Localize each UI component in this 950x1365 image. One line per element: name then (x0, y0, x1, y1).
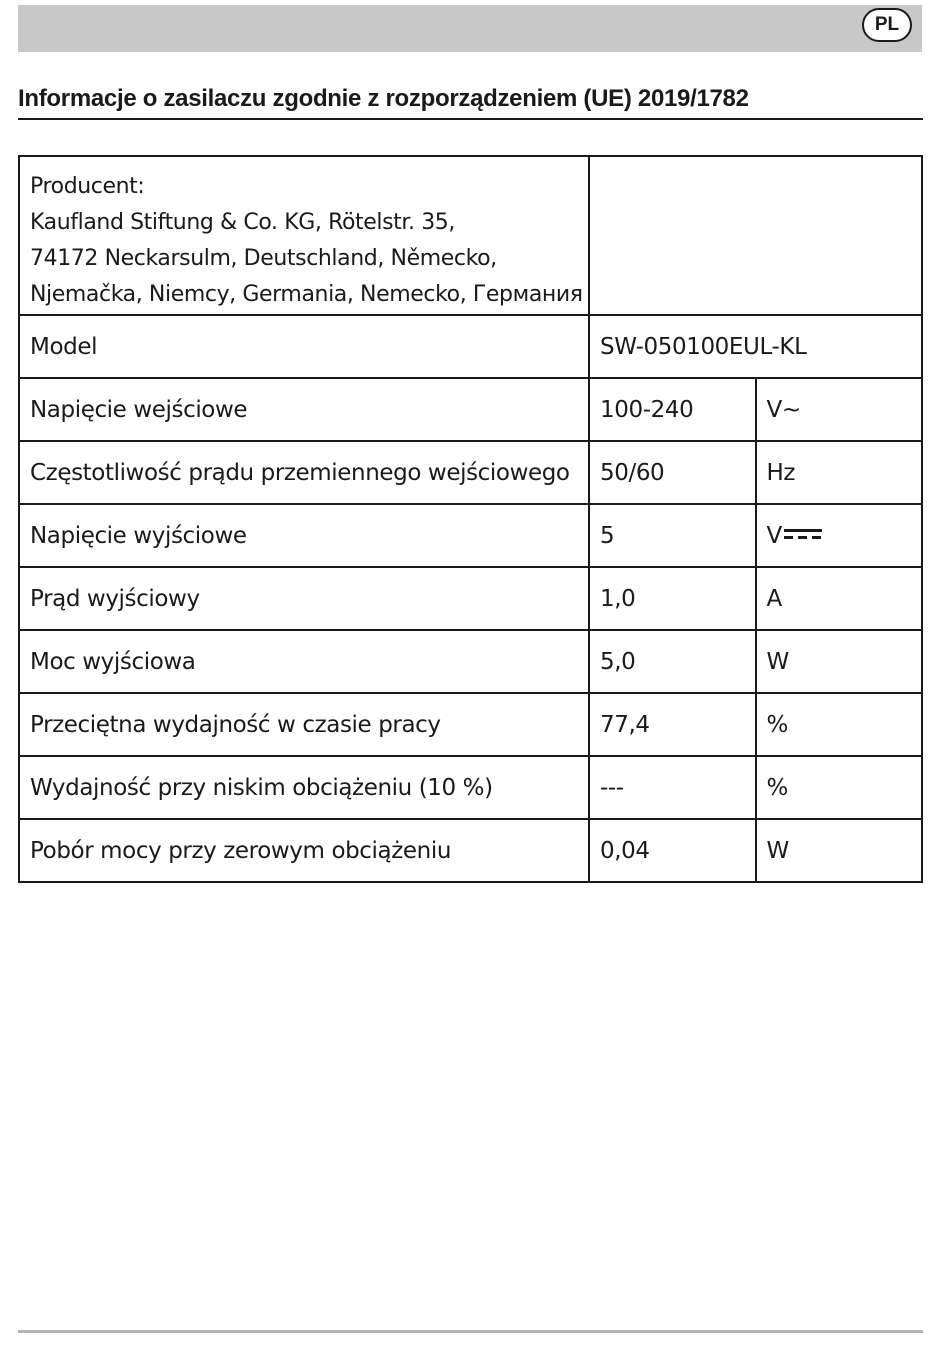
dc-voltage-icon (784, 529, 822, 539)
producer-line: Njemačka, Niemcy, Germania, Nemecko, Германия (30, 282, 583, 307)
row-label: Model (19, 315, 589, 378)
row-unit: % (756, 693, 923, 756)
row-unit (756, 504, 923, 567)
row-unit-text: V (766, 522, 782, 549)
row-value: --- (589, 756, 756, 819)
row-value: 1,0 (589, 567, 756, 630)
producer-line: Producent: (30, 174, 145, 199)
table-row (19, 693, 922, 756)
table-row (19, 504, 922, 567)
row-unit: W (756, 819, 923, 882)
row-unit: A (756, 567, 923, 630)
row-value: 0,04 (589, 819, 756, 882)
row-value: 50/60 (589, 441, 756, 504)
producer-empty-cell (589, 156, 922, 315)
row-label: Wydajność przy niskim obciążeniu (10 %) (19, 756, 589, 819)
row-label: Pobór mocy przy zerowym obciążeniu (19, 819, 589, 882)
row-value: 5 (589, 504, 756, 567)
table-row (19, 630, 922, 693)
row-label: Napięcie wyjściowe (19, 504, 589, 567)
table-row (19, 567, 922, 630)
spec-table (18, 155, 923, 883)
row-unit: V~ (756, 378, 923, 441)
row-label: Napięcie wejściowe (19, 378, 589, 441)
table-row-producer (19, 156, 922, 315)
row-label: Częstotliwość prądu przemiennego wejściowego (19, 441, 589, 504)
row-value: 77,4 (589, 693, 756, 756)
table-row (19, 819, 922, 882)
row-label: Prąd wyjściowy (19, 567, 589, 630)
row-label: Moc wyjściowa (19, 630, 589, 693)
row-value: 5,0 (589, 630, 756, 693)
table-row (19, 756, 922, 819)
table-row-model (19, 315, 922, 378)
producer-cell (19, 156, 589, 315)
page-title: Informacje o zasilaczu zgodnie z rozporządzeniem (UE) 2019/1782 (18, 82, 923, 120)
header-bar (18, 5, 858, 52)
row-value: 100-240 (589, 378, 756, 441)
row-unit: W (756, 630, 923, 693)
producer-line: Kaufland Stiftung & Co. KG, Rötelstr. 35, (30, 210, 455, 235)
row-label: Przeciętna wydajność w czasie pracy (19, 693, 589, 756)
row-value: SW-050100EUL-KL (589, 315, 922, 378)
language-badge: PL (862, 8, 912, 42)
table-row (19, 441, 922, 504)
table-row (19, 378, 922, 441)
row-unit: % (756, 756, 923, 819)
footer-divider (18, 1330, 923, 1333)
row-unit: Hz (756, 441, 923, 504)
producer-line: 74172 Neckarsulm, Deutschland, Německo, (30, 246, 497, 271)
